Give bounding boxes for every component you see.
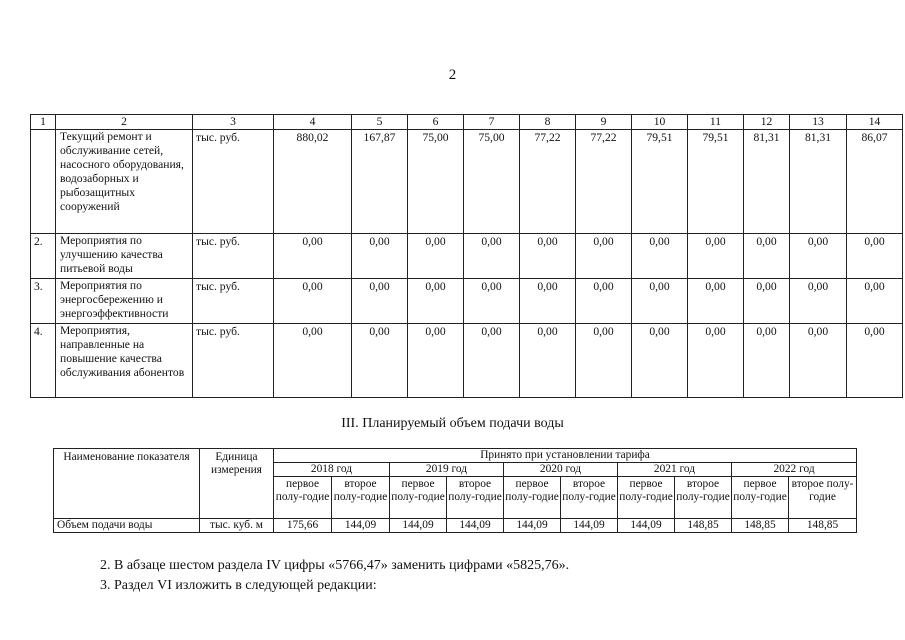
measures-table	[30, 114, 903, 398]
col-header-name: Наименование показателя	[54, 449, 200, 519]
row-name: Текущий ремонт и обслуживание сетей, насосного оборудования, водозаборных и рыбозащитных сооружений	[56, 130, 193, 234]
table-header-row	[54, 449, 857, 463]
table-row	[31, 324, 903, 398]
cell-value: 175,66	[274, 519, 332, 533]
cell-value: 0,00	[847, 234, 903, 279]
section-title: III. Планируемый объем подачи воды	[341, 416, 564, 431]
cell-value: 0,00	[632, 234, 688, 279]
cell-value: 86,07	[847, 130, 903, 234]
cell-value: 0,00	[576, 234, 632, 279]
row-index: 3.	[31, 279, 56, 324]
cell-value: 0,00	[520, 279, 576, 324]
cell-value: 144,09	[618, 519, 675, 533]
cell-value: 79,51	[632, 130, 688, 234]
row-name: Мероприятия по улучшению качества питьевой воды	[56, 234, 193, 279]
col-header-unit: Единица измерения	[200, 449, 274, 519]
row-unit: тыс. руб.	[193, 324, 274, 398]
table-header-row	[31, 115, 903, 130]
row-index: 2.	[31, 234, 56, 279]
cell-value: 0,00	[464, 279, 520, 324]
page-number: 2	[448, 67, 457, 83]
paragraph: 3. Раздел VI изложить в следующей редакции:	[100, 578, 377, 593]
row-name: Мероприятия по энергосбережению и энергоэффективности	[56, 279, 193, 324]
year-header: 2022 год	[732, 463, 857, 477]
year-header: 2021 год	[618, 463, 732, 477]
half-year-header: второе полу-годие	[561, 477, 618, 519]
cell-value: 0,00	[352, 279, 408, 324]
cell-value: 880,02	[274, 130, 352, 234]
cell-value: 0,00	[790, 324, 847, 398]
cell-value: 0,00	[688, 324, 744, 398]
cell-value: 144,09	[332, 519, 390, 533]
cell-value: 144,09	[504, 519, 561, 533]
cell-value: 0,00	[790, 279, 847, 324]
cell-value: 0,00	[790, 234, 847, 279]
cell-value: 0,00	[352, 324, 408, 398]
cell-value: 144,09	[447, 519, 504, 533]
cell-value: 0,00	[352, 234, 408, 279]
cell-value: 0,00	[744, 234, 790, 279]
cell-value: 81,31	[744, 130, 790, 234]
table-row	[31, 279, 903, 324]
cell-value: 0,00	[520, 234, 576, 279]
cell-value: 0,00	[576, 279, 632, 324]
col-number: 7	[464, 115, 520, 130]
col-number: 4	[274, 115, 352, 130]
cell-value: 0,00	[744, 324, 790, 398]
cell-value: 0,00	[408, 279, 464, 324]
col-number: 13	[790, 115, 847, 130]
cell-value: 79,51	[688, 130, 744, 234]
cell-value: 0,00	[464, 234, 520, 279]
col-number: 11	[688, 115, 744, 130]
table-row	[54, 519, 857, 533]
year-header: 2018 год	[274, 463, 390, 477]
cell-value: 0,00	[520, 324, 576, 398]
col-number: 2	[56, 115, 193, 130]
col-number: 8	[520, 115, 576, 130]
col-number: 10	[632, 115, 688, 130]
cell-value: 0,00	[632, 279, 688, 324]
row-name: Объем подачи воды	[54, 519, 200, 533]
year-header: 2019 год	[390, 463, 504, 477]
col-number: 3	[193, 115, 274, 130]
cell-value: 0,00	[688, 279, 744, 324]
cell-value: 148,85	[675, 519, 732, 533]
row-index: 4.	[31, 324, 56, 398]
col-number: 5	[352, 115, 408, 130]
row-unit: тыс. руб.	[193, 234, 274, 279]
col-number: 1	[31, 115, 56, 130]
half-year-header: первое полу-годие	[504, 477, 561, 519]
col-number: 14	[847, 115, 903, 130]
cell-value: 167,87	[352, 130, 408, 234]
cell-value: 77,22	[520, 130, 576, 234]
table-row	[31, 234, 903, 279]
half-year-header: первое полу-годие	[390, 477, 447, 519]
half-year-header: первое полу-годие	[618, 477, 675, 519]
cell-value: 75,00	[408, 130, 464, 234]
cell-value: 75,00	[464, 130, 520, 234]
half-year-header: второе полу-годие	[332, 477, 390, 519]
cell-value: 0,00	[408, 324, 464, 398]
half-year-header: второе полу-годие	[447, 477, 504, 519]
cell-value: 0,00	[408, 234, 464, 279]
cell-value: 144,09	[390, 519, 447, 533]
cell-value: 81,31	[790, 130, 847, 234]
row-index	[31, 130, 56, 234]
cell-value: 0,00	[847, 324, 903, 398]
row-unit: тыс. куб. м	[200, 519, 274, 533]
water-supply-table	[53, 448, 857, 533]
half-year-header: первое полу-годие	[732, 477, 789, 519]
cell-value: 0,00	[576, 324, 632, 398]
cell-value: 0,00	[274, 234, 352, 279]
col-number: 9	[576, 115, 632, 130]
row-unit: тыс. руб.	[193, 279, 274, 324]
cell-value: 0,00	[274, 279, 352, 324]
year-header: 2020 год	[504, 463, 618, 477]
half-year-header: второе полу-годие	[789, 477, 857, 519]
row-name: Мероприятия, направленные на повышение качества обслуживания абонентов	[56, 324, 193, 398]
cell-value: 0,00	[688, 234, 744, 279]
cell-value: 144,09	[561, 519, 618, 533]
cell-value: 0,00	[632, 324, 688, 398]
half-year-header: второе полу-годие	[675, 477, 732, 519]
row-unit: тыс. руб.	[193, 130, 274, 234]
cell-value: 0,00	[744, 279, 790, 324]
table-row	[31, 130, 903, 234]
cell-value: 77,22	[576, 130, 632, 234]
paragraph: 2. В абзаце шестом раздела IV цифры «5766,47» заменить цифрами «5825,76».	[100, 558, 570, 573]
col-number: 12	[744, 115, 790, 130]
col-number: 6	[408, 115, 464, 130]
cell-value: 148,85	[789, 519, 857, 533]
cell-value: 148,85	[732, 519, 789, 533]
col-header-group: Принято при установлении тарифа	[274, 449, 857, 463]
cell-value: 0,00	[847, 279, 903, 324]
half-year-header: первое полу-годие	[274, 477, 332, 519]
cell-value: 0,00	[464, 324, 520, 398]
cell-value: 0,00	[274, 324, 352, 398]
